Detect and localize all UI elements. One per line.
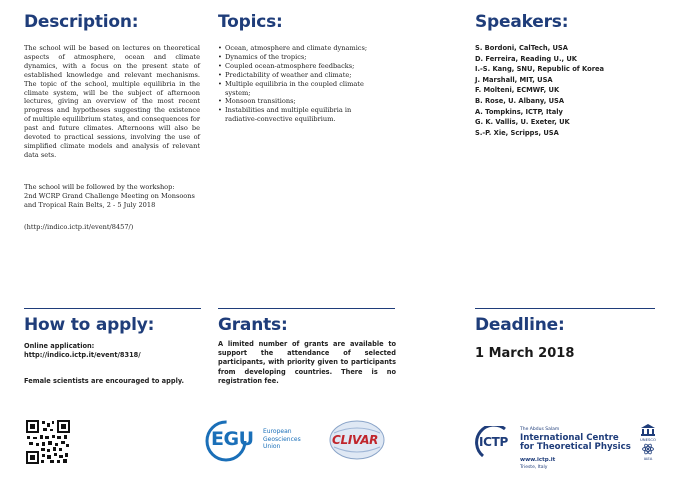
topic-item: • Instabilities and multiple equilibria in radiative-convective equilibrium. bbox=[218, 106, 380, 124]
unesco-label: UNESCO bbox=[639, 437, 657, 442]
ictp-city: Trieste, Italy bbox=[520, 465, 548, 470]
clivar-logo bbox=[328, 419, 386, 461]
ictp-url[interactable]: www.ictp.it bbox=[520, 457, 556, 463]
ictp-name: International Centre for Theoretical Physics bbox=[520, 433, 631, 452]
speaker-item: D. Ferreira, Reading U., UK bbox=[475, 54, 577, 63]
topic-item: • Multiple equilibria in the coupled climate system; bbox=[218, 80, 380, 98]
speaker-item: S.-P. Xie, Scripps, USA bbox=[475, 128, 559, 137]
speaker-item: A. Tompkins, ICTP, Italy bbox=[475, 107, 563, 116]
ictp-mark: ICTP bbox=[479, 435, 509, 449]
speaker-item: I.-S. Kang, SNU, Republic of Korea bbox=[475, 65, 605, 74]
apply-heading: How to apply: bbox=[24, 315, 155, 335]
topic-item: • Dynamics of the tropics; bbox=[218, 53, 380, 62]
ictp-small: The Abdus Salam bbox=[520, 427, 560, 432]
egu-mark: EGU bbox=[211, 428, 254, 450]
topics-list bbox=[218, 44, 380, 124]
grants-text: A limited number of grants are available to support the attendance of selected participants, with priority given to participants from developing countries. There is no registration fee. bbox=[218, 340, 396, 385]
apply-online-link[interactable]: http://indico.ictp.it/event/8318/ bbox=[24, 351, 141, 359]
deadline-heading: Deadline: bbox=[475, 315, 565, 335]
topic-item: • Predictability of weather and climate; bbox=[218, 71, 380, 80]
speakers-list bbox=[475, 43, 604, 138]
ictp-logo bbox=[475, 424, 631, 472]
divider-grants bbox=[218, 308, 395, 309]
topic-item: • Ocean, atmosphere and climate dynamics; bbox=[218, 44, 380, 53]
workshop-link[interactable]: (http://indico.ictp.it/event/8457/) bbox=[24, 223, 134, 231]
divider-apply bbox=[24, 308, 201, 309]
divider-deadline bbox=[475, 308, 655, 309]
unesco-temple-icon bbox=[641, 424, 655, 436]
unesco-iaea-logos bbox=[634, 424, 662, 464]
speaker-item: S. Bordoni, CalTech, USA bbox=[475, 44, 568, 52]
iaea-atom-icon bbox=[642, 443, 654, 455]
topics-heading: Topics: bbox=[218, 12, 283, 32]
grants-heading: Grants: bbox=[218, 315, 288, 335]
apply-online-label: Online application: bbox=[24, 342, 95, 350]
workshop-line1: The school will be followed by the workshop: bbox=[24, 183, 175, 191]
description-heading: Description: bbox=[24, 12, 139, 32]
topic-item: • Monsoon transitions; bbox=[218, 97, 380, 106]
deadline-date: 1 March 2018 bbox=[475, 346, 575, 361]
egu-logo bbox=[205, 418, 315, 462]
qr-code-icon[interactable] bbox=[26, 420, 70, 464]
speaker-item: G. K. Vallis, U. Exeter, UK bbox=[475, 118, 570, 127]
workshop-line2: 2nd WCRP Grand Challenge Meeting on Monsoons and Tropical Rain Belts, 2 - 5 July 2018 bbox=[24, 192, 195, 209]
speaker-item: J. Marshall, MIT, USA bbox=[475, 75, 553, 84]
speaker-item: F. Molteni, ECMWF, UK bbox=[475, 86, 560, 95]
description-paragraph: The school will be based on lectures on theoretical aspects of atmosphere, ocean and climate dynamics, with a focus on the present state of established knowledge and relevant mechanisms. The topic of the school, multiple equilibria in the climate system, will be the subject of afternoon lectures, giving an overview of the most recent progress and hypotheses suggesting the existence of multiple equilibrium states, and consequences for past and future climates. Afternoons will also be devoted to practical sessions, involving the use of simplified climate models and analysis of relevant data sets. bbox=[24, 44, 201, 159]
apply-female-note: Female scientists are encouraged to apply. bbox=[24, 377, 185, 385]
clivar-mark: CLIVAR bbox=[332, 433, 379, 447]
topic-item: • Coupled ocean-atmosphere feedbacks; bbox=[218, 62, 380, 71]
speaker-item: B. Rose, U. Albany, USA bbox=[475, 96, 565, 105]
egu-name: European Geosciences Union bbox=[263, 428, 301, 450]
iaea-label: IAEA bbox=[643, 456, 653, 461]
speakers-heading: Speakers: bbox=[475, 12, 569, 32]
